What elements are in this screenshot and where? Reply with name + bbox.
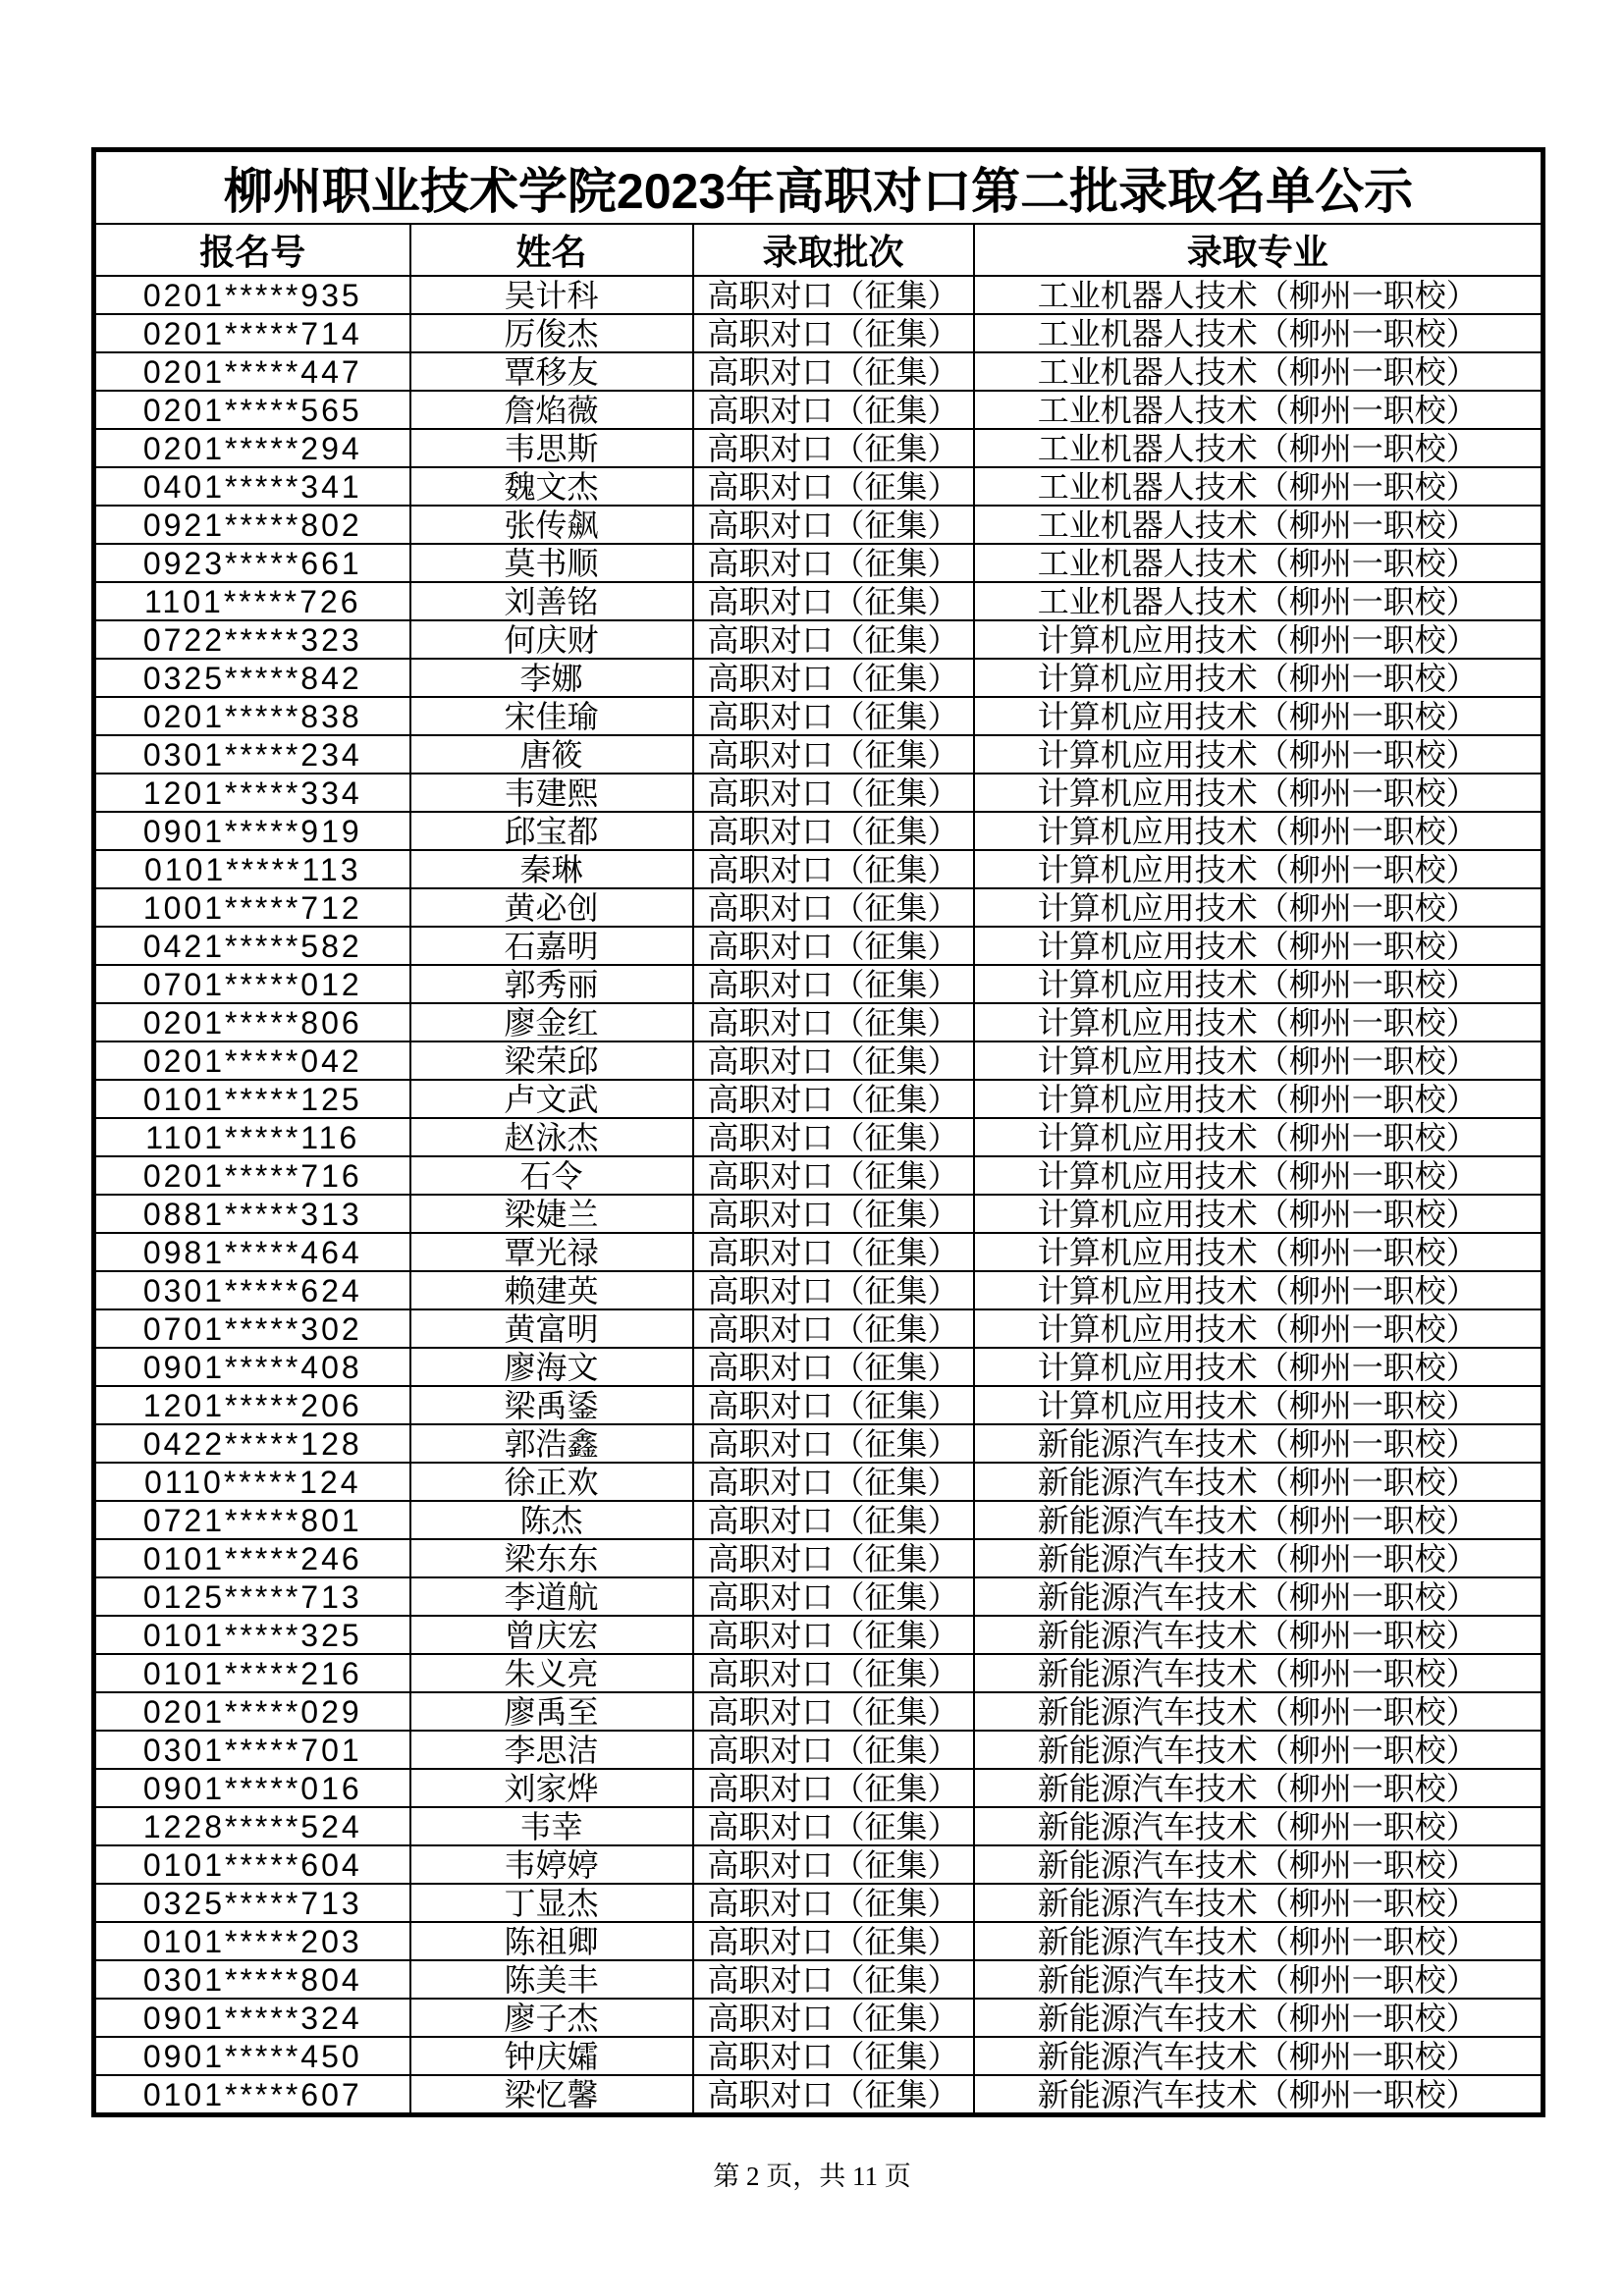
table-row	[94, 314, 1543, 352]
name-cell: 韦幸	[410, 1807, 693, 1845]
table-row	[94, 1195, 1543, 1233]
registration-number-cell: 0421*****582	[94, 927, 410, 965]
registration-number-cell: 0201*****447	[94, 352, 410, 391]
name-cell: 黄富明	[410, 1309, 693, 1348]
admission-major-cell: 计算机应用技术（柳州一职校）	[974, 774, 1543, 812]
table-row	[94, 544, 1543, 582]
name-cell: 廖金红	[410, 1003, 693, 1041]
admission-batch-cell: 高职对口（征集）	[693, 1845, 974, 1884]
name-cell: 唐筱	[410, 735, 693, 774]
registration-number-cell: 0201*****565	[94, 391, 410, 429]
registration-number-cell: 0301*****624	[94, 1271, 410, 1309]
admission-batch-cell: 高职对口（征集）	[693, 620, 974, 659]
admission-batch-cell: 高职对口（征集）	[693, 697, 974, 735]
admission-major-cell: 新能源汽车技术（柳州一职校）	[974, 1501, 1543, 1539]
table-row	[94, 1922, 1543, 1960]
admission-batch-cell: 高职对口（征集）	[693, 1999, 974, 2037]
registration-number-cell: 0701*****012	[94, 965, 410, 1003]
admission-major-cell: 计算机应用技术（柳州一职校）	[974, 927, 1543, 965]
table-row	[94, 352, 1543, 391]
admission-major-cell: 工业机器人技术（柳州一职校）	[974, 391, 1543, 429]
registration-number-cell: 0301*****701	[94, 1731, 410, 1769]
name-cell: 陈祖卿	[410, 1922, 693, 1960]
admission-batch-cell: 高职对口（征集）	[693, 1118, 974, 1156]
admission-major-cell: 工业机器人技术（柳州一职校）	[974, 544, 1543, 582]
admission-batch-cell: 高职对口（征集）	[693, 1348, 974, 1386]
admission-batch-cell: 高职对口（征集）	[693, 2075, 974, 2115]
table-row	[94, 1501, 1543, 1539]
admission-batch-cell: 高职对口（征集）	[693, 1003, 974, 1041]
name-cell: 曾庆宏	[410, 1616, 693, 1654]
table-row	[94, 1654, 1543, 1692]
registration-number-cell: 1201*****206	[94, 1386, 410, 1424]
table-row	[94, 582, 1543, 620]
admission-batch-cell: 高职对口（征集）	[693, 735, 974, 774]
admission-batch-cell: 高职对口（征集）	[693, 1233, 974, 1271]
registration-number-cell: 0101*****246	[94, 1539, 410, 1577]
table-row	[94, 659, 1543, 697]
registration-number-cell: 0901*****408	[94, 1348, 410, 1386]
name-cell: 赖建英	[410, 1271, 693, 1309]
admission-batch-cell: 高职对口（征集）	[693, 506, 974, 544]
column-header-admission-batch: 录取批次	[693, 224, 974, 276]
column-header-registration-number: 报名号	[94, 224, 410, 276]
table-row	[94, 927, 1543, 965]
admission-major-cell: 新能源汽车技术（柳州一职校）	[974, 2075, 1543, 2115]
admission-major-cell: 新能源汽车技术（柳州一职校）	[974, 2037, 1543, 2075]
admission-batch-cell: 高职对口（征集）	[693, 1654, 974, 1692]
registration-number-cell: 0901*****324	[94, 1999, 410, 2037]
column-header-name: 姓名	[410, 224, 693, 276]
registration-number-cell: 0701*****302	[94, 1309, 410, 1348]
admission-batch-cell: 高职对口（征集）	[693, 1156, 974, 1195]
name-cell: 赵泳杰	[410, 1118, 693, 1156]
admission-batch-cell: 高职对口（征集）	[693, 659, 974, 697]
admission-batch-cell: 高职对口（征集）	[693, 544, 974, 582]
admission-major-cell: 计算机应用技术（柳州一职校）	[974, 1309, 1543, 1348]
name-cell: 何庆财	[410, 620, 693, 659]
name-cell: 莫书顺	[410, 544, 693, 582]
registration-number-cell: 0901*****450	[94, 2037, 410, 2075]
admission-batch-cell: 高职对口（征集）	[693, 812, 974, 850]
table-row	[94, 850, 1543, 888]
table-row	[94, 1884, 1543, 1922]
name-cell: 卢文武	[410, 1080, 693, 1118]
registration-number-cell: 0201*****935	[94, 276, 410, 314]
admission-batch-cell: 高职对口（征集）	[693, 429, 974, 467]
name-cell: 韦建熙	[410, 774, 693, 812]
admission-major-cell: 新能源汽车技术（柳州一职校）	[974, 1731, 1543, 1769]
admission-major-cell: 新能源汽车技术（柳州一职校）	[974, 1577, 1543, 1616]
name-cell: 廖禹至	[410, 1692, 693, 1731]
admission-batch-cell: 高职对口（征集）	[693, 467, 974, 506]
admission-batch-cell: 高职对口（征集）	[693, 1424, 974, 1463]
admission-major-cell: 计算机应用技术（柳州一职校）	[974, 1041, 1543, 1080]
table-row	[94, 888, 1543, 927]
admission-major-cell: 新能源汽车技术（柳州一职校）	[974, 1539, 1543, 1577]
admission-batch-cell: 高职对口（征集）	[693, 1501, 974, 1539]
admission-major-cell: 计算机应用技术（柳州一职校）	[974, 888, 1543, 927]
admission-major-cell: 新能源汽车技术（柳州一职校）	[974, 1845, 1543, 1884]
name-cell: 李道航	[410, 1577, 693, 1616]
table-row	[94, 1118, 1543, 1156]
admission-major-cell: 计算机应用技术（柳州一职校）	[974, 735, 1543, 774]
admission-batch-cell: 高职对口（征集）	[693, 1463, 974, 1501]
table-row	[94, 1041, 1543, 1080]
table-row	[94, 1424, 1543, 1463]
name-cell: 詹焰薇	[410, 391, 693, 429]
name-cell: 丁显杰	[410, 1884, 693, 1922]
table-row	[94, 1577, 1543, 1616]
admission-batch-cell: 高职对口（征集）	[693, 1731, 974, 1769]
table-row	[94, 620, 1543, 659]
table-row	[94, 1463, 1543, 1501]
name-cell: 韦思斯	[410, 429, 693, 467]
table-row	[94, 1960, 1543, 1999]
admission-major-cell: 计算机应用技术（柳州一职校）	[974, 1156, 1543, 1195]
admission-batch-cell: 高职对口（征集）	[693, 276, 974, 314]
registration-number-cell: 0201*****042	[94, 1041, 410, 1080]
page-number-footer: 第 2 页，共 11 页	[713, 2162, 911, 2191]
admission-batch-cell: 高职对口（征集）	[693, 850, 974, 888]
table-row	[94, 965, 1543, 1003]
name-cell: 梁东东	[410, 1539, 693, 1577]
table-row	[94, 735, 1543, 774]
registration-number-cell: 1228*****524	[94, 1807, 410, 1845]
registration-number-cell: 0201*****294	[94, 429, 410, 467]
registration-number-cell: 0721*****801	[94, 1501, 410, 1539]
table-row	[94, 812, 1543, 850]
table-row	[94, 1156, 1543, 1195]
name-cell: 李思洁	[410, 1731, 693, 1769]
name-cell: 刘善铭	[410, 582, 693, 620]
admission-major-cell: 工业机器人技术（柳州一职校）	[974, 352, 1543, 391]
name-cell: 梁荣邱	[410, 1041, 693, 1080]
table-row	[94, 1271, 1543, 1309]
admission-major-cell: 计算机应用技术（柳州一职校）	[974, 1195, 1543, 1233]
admission-major-cell: 计算机应用技术（柳州一职校）	[974, 1386, 1543, 1424]
admission-batch-cell: 高职对口（征集）	[693, 1884, 974, 1922]
table-row	[94, 1807, 1543, 1845]
name-cell: 陈美丰	[410, 1960, 693, 1999]
registration-number-cell: 1201*****334	[94, 774, 410, 812]
admission-batch-cell: 高职对口（征集）	[693, 391, 974, 429]
table-title-row	[94, 150, 1543, 225]
registration-number-cell: 0722*****323	[94, 620, 410, 659]
admission-major-cell: 新能源汽车技术（柳州一职校）	[974, 1807, 1543, 1845]
table-row	[94, 391, 1543, 429]
admission-major-cell: 计算机应用技术（柳州一职校）	[974, 1003, 1543, 1041]
name-cell: 魏文杰	[410, 467, 693, 506]
admission-batch-cell: 高职对口（征集）	[693, 1769, 974, 1807]
registration-number-cell: 0101*****216	[94, 1654, 410, 1692]
admission-batch-cell: 高职对口（征集）	[693, 1692, 974, 1731]
name-cell: 梁忆馨	[410, 2075, 693, 2115]
admission-major-cell: 工业机器人技术（柳州一职校）	[974, 506, 1543, 544]
registration-number-cell: 0110*****124	[94, 1463, 410, 1501]
table-row	[94, 429, 1543, 467]
table-row	[94, 1080, 1543, 1118]
name-cell: 黄必创	[410, 888, 693, 927]
registration-number-cell: 0101*****604	[94, 1845, 410, 1884]
admission-major-cell: 计算机应用技术（柳州一职校）	[974, 1233, 1543, 1271]
admission-batch-cell: 高职对口（征集）	[693, 927, 974, 965]
name-cell: 朱义亮	[410, 1654, 693, 1692]
admission-major-cell: 新能源汽车技术（柳州一职校）	[974, 1999, 1543, 2037]
admission-batch-cell: 高职对口（征集）	[693, 582, 974, 620]
registration-number-cell: 0101*****325	[94, 1616, 410, 1654]
registration-number-cell: 0325*****713	[94, 1884, 410, 1922]
registration-number-cell: 0101*****125	[94, 1080, 410, 1118]
admission-major-cell: 新能源汽车技术（柳州一职校）	[974, 1922, 1543, 1960]
admission-batch-cell: 高职对口（征集）	[693, 1807, 974, 1845]
admission-major-cell: 工业机器人技术（柳州一职校）	[974, 467, 1543, 506]
table-body	[94, 276, 1543, 2115]
name-cell: 秦琳	[410, 850, 693, 888]
registration-number-cell: 1101*****116	[94, 1118, 410, 1156]
registration-number-cell: 0422*****128	[94, 1424, 410, 1463]
admission-batch-cell: 高职对口（征集）	[693, 774, 974, 812]
table-row	[94, 1386, 1543, 1424]
admission-major-cell: 计算机应用技术（柳州一职校）	[974, 659, 1543, 697]
registration-number-cell: 0301*****804	[94, 1960, 410, 1999]
name-cell: 吴计科	[410, 276, 693, 314]
table-row	[94, 2075, 1543, 2115]
registration-number-cell: 0201*****029	[94, 1692, 410, 1731]
name-cell: 钟庆孀	[410, 2037, 693, 2075]
table-row	[94, 697, 1543, 735]
admission-major-cell: 新能源汽车技术（柳州一职校）	[974, 1463, 1543, 1501]
registration-number-cell: 0101*****113	[94, 850, 410, 888]
admission-major-cell: 新能源汽车技术（柳州一职校）	[974, 1769, 1543, 1807]
page-title: 柳州职业技术学院2023年高职对口第二批录取名单公示	[94, 150, 1543, 225]
admission-major-cell: 新能源汽车技术（柳州一职校）	[974, 1960, 1543, 1999]
registration-number-cell: 0101*****607	[94, 2075, 410, 2115]
name-cell: 廖海文	[410, 1348, 693, 1386]
name-cell: 覃光禄	[410, 1233, 693, 1271]
registration-number-cell: 0201*****838	[94, 697, 410, 735]
admission-major-cell: 计算机应用技术（柳州一职校）	[974, 812, 1543, 850]
name-cell: 韦婷婷	[410, 1845, 693, 1884]
name-cell: 厉俊杰	[410, 314, 693, 352]
registration-number-cell: 0401*****341	[94, 467, 410, 506]
admission-major-cell: 计算机应用技术（柳州一职校）	[974, 620, 1543, 659]
table-row	[94, 2037, 1543, 2075]
registration-number-cell: 0921*****802	[94, 506, 410, 544]
table-row	[94, 276, 1543, 314]
admission-batch-cell: 高职对口（征集）	[693, 1309, 974, 1348]
name-cell: 郭秀丽	[410, 965, 693, 1003]
registration-number-cell: 0101*****203	[94, 1922, 410, 1960]
name-cell: 徐正欢	[410, 1463, 693, 1501]
name-cell: 石嘉明	[410, 927, 693, 965]
admission-batch-cell: 高职对口（征集）	[693, 1539, 974, 1577]
admission-batch-cell: 高职对口（征集）	[693, 1271, 974, 1309]
admission-batch-cell: 高职对口（征集）	[693, 1922, 974, 1960]
column-header-admission-major: 录取专业	[974, 224, 1543, 276]
table-row	[94, 1731, 1543, 1769]
name-cell: 刘家烨	[410, 1769, 693, 1807]
admission-major-cell: 工业机器人技术（柳州一职校）	[974, 314, 1543, 352]
admission-batch-cell: 高职对口（征集）	[693, 1960, 974, 1999]
admission-batch-cell: 高职对口（征集）	[693, 1195, 974, 1233]
admission-major-cell: 新能源汽车技术（柳州一职校）	[974, 1654, 1543, 1692]
admission-batch-cell: 高职对口（征集）	[693, 888, 974, 927]
name-cell: 覃移友	[410, 352, 693, 391]
admission-major-cell: 计算机应用技术（柳州一职校）	[974, 1348, 1543, 1386]
table-row	[94, 1348, 1543, 1386]
admission-major-cell: 计算机应用技术（柳州一职校）	[974, 697, 1543, 735]
name-cell: 梁禹鋈	[410, 1386, 693, 1424]
table-row	[94, 774, 1543, 812]
admission-major-cell: 计算机应用技术（柳州一职校）	[974, 1080, 1543, 1118]
admission-major-cell: 新能源汽车技术（柳州一职校）	[974, 1692, 1543, 1731]
registration-number-cell: 0881*****313	[94, 1195, 410, 1233]
registration-number-cell: 1101*****726	[94, 582, 410, 620]
name-cell: 张传飙	[410, 506, 693, 544]
table-row	[94, 1692, 1543, 1731]
admission-major-cell: 计算机应用技术（柳州一职校）	[974, 850, 1543, 888]
table-row	[94, 1309, 1543, 1348]
admission-major-cell: 工业机器人技术（柳州一职校）	[974, 429, 1543, 467]
registration-number-cell: 0923*****661	[94, 544, 410, 582]
admission-major-cell: 新能源汽车技术（柳州一职校）	[974, 1616, 1543, 1654]
admission-major-cell: 计算机应用技术（柳州一职校）	[974, 1118, 1543, 1156]
admission-major-cell: 计算机应用技术（柳州一职校）	[974, 1271, 1543, 1309]
name-cell: 郭浩鑫	[410, 1424, 693, 1463]
table-header-row	[94, 224, 1543, 276]
admission-table	[91, 147, 1545, 2117]
table-row	[94, 1233, 1543, 1271]
name-cell: 梁婕兰	[410, 1195, 693, 1233]
admission-batch-cell: 高职对口（征集）	[693, 352, 974, 391]
name-cell: 宋佳瑜	[410, 697, 693, 735]
table-row	[94, 1003, 1543, 1041]
admission-batch-cell: 高职对口（征集）	[693, 965, 974, 1003]
admission-batch-cell: 高职对口（征集）	[693, 1080, 974, 1118]
table-row	[94, 1539, 1543, 1577]
admission-major-cell: 新能源汽车技术（柳州一职校）	[974, 1424, 1543, 1463]
admission-major-cell: 工业机器人技术（柳州一职校）	[974, 276, 1543, 314]
admission-batch-cell: 高职对口（征集）	[693, 1386, 974, 1424]
name-cell: 邱宝都	[410, 812, 693, 850]
table-row	[94, 1769, 1543, 1807]
registration-number-cell: 0201*****806	[94, 1003, 410, 1041]
registration-number-cell: 0201*****716	[94, 1156, 410, 1195]
registration-number-cell: 0125*****713	[94, 1577, 410, 1616]
admission-major-cell: 计算机应用技术（柳州一职校）	[974, 965, 1543, 1003]
admission-batch-cell: 高职对口（征集）	[693, 1616, 974, 1654]
registration-number-cell: 0901*****016	[94, 1769, 410, 1807]
registration-number-cell: 0901*****919	[94, 812, 410, 850]
registration-number-cell: 0301*****234	[94, 735, 410, 774]
name-cell: 廖子杰	[410, 1999, 693, 2037]
admission-major-cell: 工业机器人技术（柳州一职校）	[974, 582, 1543, 620]
name-cell: 李娜	[410, 659, 693, 697]
admission-batch-cell: 高职对口（征集）	[693, 1577, 974, 1616]
table-row	[94, 1999, 1543, 2037]
registration-number-cell: 0325*****842	[94, 659, 410, 697]
table-row	[94, 1616, 1543, 1654]
table-row	[94, 467, 1543, 506]
admission-batch-cell: 高职对口（征集）	[693, 314, 974, 352]
admission-major-cell: 新能源汽车技术（柳州一职校）	[974, 1884, 1543, 1922]
registration-number-cell: 1001*****712	[94, 888, 410, 927]
name-cell: 陈杰	[410, 1501, 693, 1539]
name-cell: 石令	[410, 1156, 693, 1195]
admission-batch-cell: 高职对口（征集）	[693, 1041, 974, 1080]
table-row	[94, 506, 1543, 544]
registration-number-cell: 0981*****464	[94, 1233, 410, 1271]
table-row	[94, 1845, 1543, 1884]
registration-number-cell: 0201*****714	[94, 314, 410, 352]
admission-batch-cell: 高职对口（征集）	[693, 2037, 974, 2075]
